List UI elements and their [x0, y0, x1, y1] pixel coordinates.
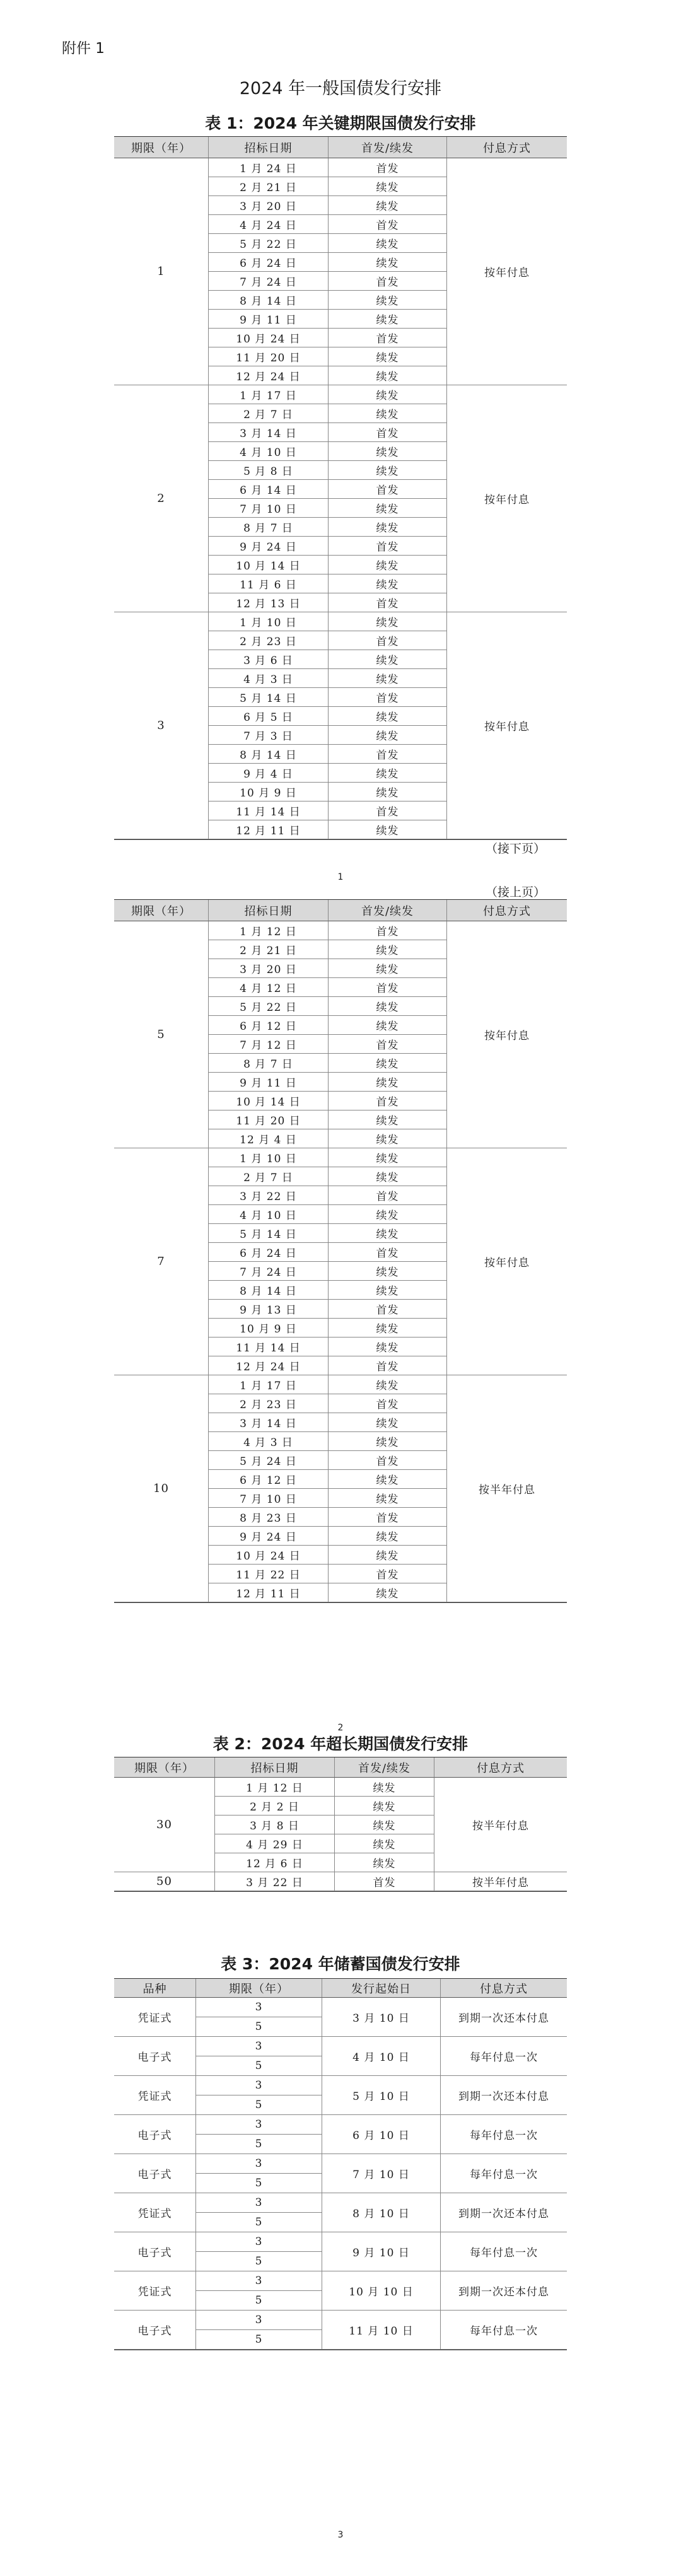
issue-type-cell: 续发	[329, 1319, 447, 1338]
payment-method-cell: 到期一次还本付息	[441, 2076, 567, 2115]
term-cell: 3	[196, 1998, 322, 2017]
auction-date-cell: 6 月 24 日	[209, 253, 329, 272]
term-cell: 30	[114, 1778, 215, 1872]
issue-start-date-cell: 5 月 10 日	[322, 2076, 441, 2115]
issue-type-cell: 续发	[329, 1262, 447, 1281]
auction-date-cell: 8 月 7 日	[209, 518, 329, 537]
issue-type-cell: 续发	[329, 1470, 447, 1489]
term-cell: 1	[114, 158, 209, 385]
auction-date-cell: 5 月 14 日	[209, 688, 329, 707]
term-cell: 5	[196, 2017, 322, 2037]
issue-type-cell: 首发	[329, 272, 447, 291]
auction-date-cell: 3 月 20 日	[209, 196, 329, 215]
payment-method-cell: 按半年付息	[434, 1778, 567, 1872]
issue-type-cell: 续发	[329, 1527, 447, 1546]
auction-date-cell: 11 月 22 日	[209, 1565, 329, 1583]
auction-date-cell: 9 月 4 日	[209, 764, 329, 783]
bond-kind-cell: 凭证式	[114, 2076, 196, 2115]
issue-type-cell: 续发	[329, 253, 447, 272]
auction-date-cell: 5 月 24 日	[209, 1451, 329, 1470]
header-cell: 付息方式	[434, 1757, 567, 1778]
issue-type-cell: 续发	[329, 726, 447, 745]
auction-date-cell: 10 月 14 日	[209, 556, 329, 574]
term-cell: 2	[114, 385, 209, 612]
auction-date-cell: 8 月 14 日	[209, 745, 329, 764]
issue-type-cell: 首发	[329, 215, 447, 234]
payment-method-cell: 到期一次还本付息	[441, 2193, 567, 2232]
auction-date-cell: 11 月 14 日	[209, 801, 329, 820]
issue-type-cell: 续发	[329, 959, 447, 978]
auction-date-cell: 8 月 14 日	[209, 1281, 329, 1300]
issue-type-cell: 续发	[329, 404, 447, 423]
term-cell: 5	[196, 2095, 322, 2115]
issue-type-cell: 首发	[329, 593, 447, 612]
issue-type-cell: 续发	[329, 518, 447, 537]
payment-method-cell: 到期一次还本付息	[441, 1998, 567, 2037]
issue-start-date-cell: 7 月 10 日	[322, 2154, 441, 2193]
issue-type-cell: 续发	[329, 1583, 447, 1602]
issue-type-cell: 续发	[329, 385, 447, 404]
auction-date-cell: 2 月 7 日	[209, 404, 329, 423]
issue-type-cell: 续发	[329, 1129, 447, 1148]
issue-type-cell: 首发	[329, 1035, 447, 1054]
header-cell: 品种	[114, 1979, 196, 1998]
bond-kind-cell: 凭证式	[114, 1998, 196, 2037]
issue-type-cell: 续发	[329, 997, 447, 1016]
term-cell: 50	[114, 1872, 215, 1891]
issue-type-cell: 首发	[329, 1508, 447, 1527]
header-cell: 期限（年）	[114, 900, 209, 921]
issue-type-cell: 续发	[329, 461, 447, 480]
auction-date-cell: 2 月 2 日	[215, 1797, 335, 1815]
issue-type-cell: 首发	[329, 745, 447, 764]
auction-date-cell: 4 月 10 日	[209, 442, 329, 461]
issue-type-cell: 首发	[335, 1872, 434, 1891]
table2	[114, 1757, 567, 1892]
bond-kind-cell: 凭证式	[114, 2271, 196, 2311]
issue-type-cell: 续发	[329, 366, 447, 385]
issue-type-cell: 首发	[329, 1243, 447, 1262]
auction-date-cell: 2 月 23 日	[209, 631, 329, 650]
auction-date-cell: 6 月 12 日	[209, 1016, 329, 1035]
issue-type-cell: 续发	[329, 1054, 447, 1073]
auction-date-cell: 11 月 20 日	[209, 1110, 329, 1129]
auction-date-cell: 5 月 22 日	[209, 997, 329, 1016]
term-cell: 3	[196, 2076, 322, 2095]
continued-next-note: （接下页）	[486, 842, 546, 856]
term-cell: 5	[196, 2213, 322, 2232]
issue-type-cell: 续发	[329, 1281, 447, 1300]
header-cell: 期限（年）	[114, 1757, 215, 1778]
auction-date-cell: 1 月 17 日	[209, 385, 329, 404]
issue-type-cell: 续发	[329, 940, 447, 959]
bond-kind-cell: 电子式	[114, 2232, 196, 2271]
auction-date-cell: 3 月 6 日	[209, 650, 329, 669]
issue-type-cell: 续发	[329, 347, 447, 366]
payment-method-cell: 按年付息	[447, 158, 567, 385]
issue-type-cell: 续发	[329, 196, 447, 215]
issue-type-cell: 续发	[329, 1375, 447, 1394]
auction-date-cell: 11 月 6 日	[209, 574, 329, 593]
issue-type-cell: 续发	[329, 1167, 447, 1186]
issue-type-cell: 续发	[329, 1338, 447, 1356]
term-cell: 3	[196, 2115, 322, 2135]
payment-method-cell: 每年付息一次	[441, 2154, 567, 2193]
auction-date-cell: 6 月 14 日	[209, 480, 329, 499]
auction-date-cell: 5 月 14 日	[209, 1224, 329, 1243]
auction-date-cell: 4 月 29 日	[215, 1834, 335, 1853]
auction-date-cell: 9 月 24 日	[209, 1527, 329, 1546]
auction-date-cell: 12 月 24 日	[209, 366, 329, 385]
payment-method-cell: 按年付息	[447, 1148, 567, 1375]
header-cell: 期限（年）	[196, 1979, 322, 1998]
auction-date-cell: 12 月 11 日	[209, 820, 329, 839]
payment-method-cell: 按半年付息	[447, 1375, 567, 1602]
issue-type-cell: 续发	[329, 783, 447, 801]
auction-date-cell: 7 月 12 日	[209, 1035, 329, 1054]
auction-date-cell: 1 月 24 日	[209, 158, 329, 177]
auction-date-cell: 1 月 10 日	[209, 612, 329, 631]
auction-date-cell: 2 月 7 日	[209, 1167, 329, 1186]
auction-date-cell: 1 月 12 日	[209, 921, 329, 940]
term-cell: 3	[196, 2193, 322, 2213]
table1-title: 表 1：2024 年关键期限国债发行安排	[205, 114, 476, 132]
auction-date-cell: 4 月 3 日	[209, 669, 329, 688]
bond-kind-cell: 电子式	[114, 2115, 196, 2154]
page-number-3: 3	[337, 2530, 344, 2540]
term-cell: 5	[196, 2330, 322, 2350]
table3	[114, 1978, 567, 2350]
term-cell: 3	[196, 2037, 322, 2056]
issue-type-cell: 首发	[329, 921, 447, 940]
term-cell: 3	[114, 612, 209, 839]
issue-type-cell: 续发	[335, 1797, 434, 1815]
auction-date-cell: 3 月 14 日	[209, 423, 329, 442]
issue-type-cell: 续发	[329, 1073, 447, 1092]
auction-date-cell: 7 月 10 日	[209, 1489, 329, 1508]
auction-date-cell: 12 月 24 日	[209, 1356, 329, 1375]
table1-continued	[114, 899, 567, 1603]
auction-date-cell: 8 月 14 日	[209, 291, 329, 310]
header-cell: 付息方式	[441, 1979, 567, 1998]
issue-type-cell: 续发	[335, 1853, 434, 1872]
auction-date-cell: 1 月 17 日	[209, 1375, 329, 1394]
header-cell: 首发/续发	[329, 900, 447, 921]
header-cell: 招标日期	[209, 900, 329, 921]
term-cell: 5	[196, 2135, 322, 2154]
header-cell: 发行起始日	[322, 1979, 441, 1998]
issue-type-cell: 续发	[329, 234, 447, 253]
term-cell: 3	[196, 2232, 322, 2252]
auction-date-cell: 7 月 10 日	[209, 499, 329, 518]
auction-date-cell: 12 月 13 日	[209, 593, 329, 612]
auction-date-cell: 7 月 24 日	[209, 1262, 329, 1281]
issue-start-date-cell: 6 月 10 日	[322, 2115, 441, 2154]
auction-date-cell: 9 月 24 日	[209, 537, 329, 556]
issue-type-cell: 续发	[329, 650, 447, 669]
payment-method-cell: 按半年付息	[434, 1872, 567, 1891]
issue-type-cell: 续发	[329, 1546, 447, 1565]
issue-type-cell: 首发	[329, 801, 447, 820]
table2-title: 表 2：2024 年超长期国债发行安排	[212, 1735, 469, 1753]
header-cell: 付息方式	[447, 900, 567, 921]
issue-type-cell: 续发	[335, 1815, 434, 1834]
auction-date-cell: 8 月 7 日	[209, 1054, 329, 1073]
auction-date-cell: 5 月 8 日	[209, 461, 329, 480]
annex-label: 附件 1	[62, 40, 105, 57]
continued-prev-note: （接上页）	[486, 885, 546, 899]
term-cell: 7	[114, 1148, 209, 1375]
issue-type-cell: 首发	[329, 978, 447, 997]
term-cell: 3	[196, 2311, 322, 2330]
auction-date-cell: 4 月 3 日	[209, 1432, 329, 1451]
issue-type-cell: 首发	[329, 329, 447, 347]
issue-type-cell: 续发	[329, 291, 447, 310]
auction-date-cell: 11 月 20 日	[209, 347, 329, 366]
auction-date-cell: 3 月 14 日	[209, 1413, 329, 1432]
auction-date-cell: 1 月 12 日	[215, 1778, 335, 1797]
auction-date-cell: 3 月 22 日	[209, 1186, 329, 1205]
issue-type-cell: 首发	[329, 1451, 447, 1470]
table3-title: 表 3：2024 年储蓄国债发行安排	[221, 1955, 460, 1973]
term-cell: 5	[196, 2252, 322, 2271]
issue-type-cell: 首发	[329, 158, 447, 177]
auction-date-cell: 9 月 11 日	[209, 310, 329, 329]
auction-date-cell: 7 月 24 日	[209, 272, 329, 291]
issue-type-cell: 续发	[329, 310, 447, 329]
term-cell: 10	[114, 1375, 209, 1602]
header-cell: 招标日期	[209, 137, 329, 158]
header-cell: 首发/续发	[335, 1757, 434, 1778]
auction-date-cell: 12 月 11 日	[209, 1583, 329, 1602]
issue-type-cell: 首发	[329, 1186, 447, 1205]
issue-type-cell: 首发	[329, 1356, 447, 1375]
auction-date-cell: 11 月 14 日	[209, 1338, 329, 1356]
issue-type-cell: 续发	[329, 1489, 447, 1508]
term-cell: 5	[196, 2174, 322, 2193]
issue-type-cell: 续发	[329, 612, 447, 631]
auction-date-cell: 4 月 10 日	[209, 1205, 329, 1224]
document-title: 2024 年一般国债发行安排	[239, 79, 442, 98]
payment-method-cell: 按年付息	[447, 921, 567, 1148]
issue-type-cell: 续发	[329, 1110, 447, 1129]
issue-type-cell: 续发	[329, 442, 447, 461]
payment-method-cell: 每年付息一次	[441, 2037, 567, 2076]
auction-date-cell: 4 月 24 日	[209, 215, 329, 234]
issue-type-cell: 续发	[329, 574, 447, 593]
term-cell: 5	[196, 2291, 322, 2311]
issue-type-cell: 首发	[329, 423, 447, 442]
issue-start-date-cell: 9 月 10 日	[322, 2232, 441, 2271]
auction-date-cell: 1 月 10 日	[209, 1148, 329, 1167]
page-number-1: 1	[337, 872, 344, 882]
issue-start-date-cell: 8 月 10 日	[322, 2193, 441, 2232]
issue-type-cell: 续发	[329, 820, 447, 839]
auction-date-cell: 6 月 24 日	[209, 1243, 329, 1262]
auction-date-cell: 12 月 4 日	[209, 1129, 329, 1148]
auction-date-cell: 2 月 21 日	[209, 940, 329, 959]
bond-kind-cell: 电子式	[114, 2154, 196, 2193]
term-cell: 5	[196, 2056, 322, 2076]
issue-start-date-cell: 4 月 10 日	[322, 2037, 441, 2076]
header-cell: 首发/续发	[329, 137, 447, 158]
issue-type-cell: 首发	[329, 537, 447, 556]
issue-type-cell: 首发	[329, 1394, 447, 1413]
payment-method-cell: 到期一次还本付息	[441, 2271, 567, 2311]
payment-method-cell: 每年付息一次	[441, 2115, 567, 2154]
header-cell: 付息方式	[447, 137, 567, 158]
payment-method-cell: 按年付息	[447, 385, 567, 612]
auction-date-cell: 5 月 22 日	[209, 234, 329, 253]
auction-date-cell: 9 月 11 日	[209, 1073, 329, 1092]
term-cell: 3	[196, 2271, 322, 2291]
issue-type-cell: 首发	[329, 631, 447, 650]
issue-start-date-cell: 10 月 10 日	[322, 2271, 441, 2311]
auction-date-cell: 12 月 6 日	[215, 1853, 335, 1872]
auction-date-cell: 10 月 9 日	[209, 783, 329, 801]
issue-type-cell: 续发	[329, 1432, 447, 1451]
issue-type-cell: 续发	[329, 707, 447, 726]
issue-type-cell: 首发	[329, 1565, 447, 1583]
payment-method-cell: 每年付息一次	[441, 2232, 567, 2271]
issue-type-cell: 续发	[335, 1778, 434, 1797]
issue-type-cell: 首发	[329, 1092, 447, 1110]
auction-date-cell: 2 月 21 日	[209, 177, 329, 196]
auction-date-cell: 3 月 20 日	[209, 959, 329, 978]
issue-start-date-cell: 3 月 10 日	[322, 1998, 441, 2037]
auction-date-cell: 8 月 23 日	[209, 1508, 329, 1527]
payment-method-cell: 每年付息一次	[441, 2311, 567, 2350]
payment-method-cell: 按年付息	[447, 612, 567, 839]
issue-type-cell: 续发	[329, 764, 447, 783]
auction-date-cell: 4 月 12 日	[209, 978, 329, 997]
auction-date-cell: 3 月 22 日	[215, 1872, 335, 1891]
term-cell: 3	[196, 2154, 322, 2174]
term-cell: 5	[114, 921, 209, 1148]
issue-type-cell: 首发	[329, 480, 447, 499]
header-cell: 招标日期	[215, 1757, 335, 1778]
auction-date-cell: 10 月 9 日	[209, 1319, 329, 1338]
auction-date-cell: 7 月 3 日	[209, 726, 329, 745]
issue-type-cell: 续发	[329, 1224, 447, 1243]
auction-date-cell: 2 月 23 日	[209, 1394, 329, 1413]
auction-date-cell: 6 月 12 日	[209, 1470, 329, 1489]
issue-type-cell: 续发	[329, 1413, 447, 1432]
issue-start-date-cell: 11 月 10 日	[322, 2311, 441, 2350]
auction-date-cell: 10 月 24 日	[209, 1546, 329, 1565]
issue-type-cell: 续发	[329, 1016, 447, 1035]
auction-date-cell: 10 月 14 日	[209, 1092, 329, 1110]
auction-date-cell: 10 月 24 日	[209, 329, 329, 347]
auction-date-cell: 9 月 13 日	[209, 1300, 329, 1319]
issue-type-cell: 续发	[329, 177, 447, 196]
issue-type-cell: 首发	[329, 688, 447, 707]
auction-date-cell: 6 月 5 日	[209, 707, 329, 726]
issue-type-cell: 续发	[329, 669, 447, 688]
bond-kind-cell: 电子式	[114, 2037, 196, 2076]
issue-type-cell: 续发	[329, 1148, 447, 1167]
issue-type-cell: 续发	[329, 499, 447, 518]
issue-type-cell: 续发	[335, 1834, 434, 1853]
bond-kind-cell: 电子式	[114, 2311, 196, 2350]
auction-date-cell: 3 月 8 日	[215, 1815, 335, 1834]
issue-type-cell: 首发	[329, 1300, 447, 1319]
issue-type-cell: 续发	[329, 556, 447, 574]
issue-type-cell: 续发	[329, 1205, 447, 1224]
table1	[114, 136, 567, 840]
header-cell: 期限（年）	[114, 137, 209, 158]
page-number-2: 2	[337, 1723, 344, 1733]
bond-kind-cell: 凭证式	[114, 2193, 196, 2232]
